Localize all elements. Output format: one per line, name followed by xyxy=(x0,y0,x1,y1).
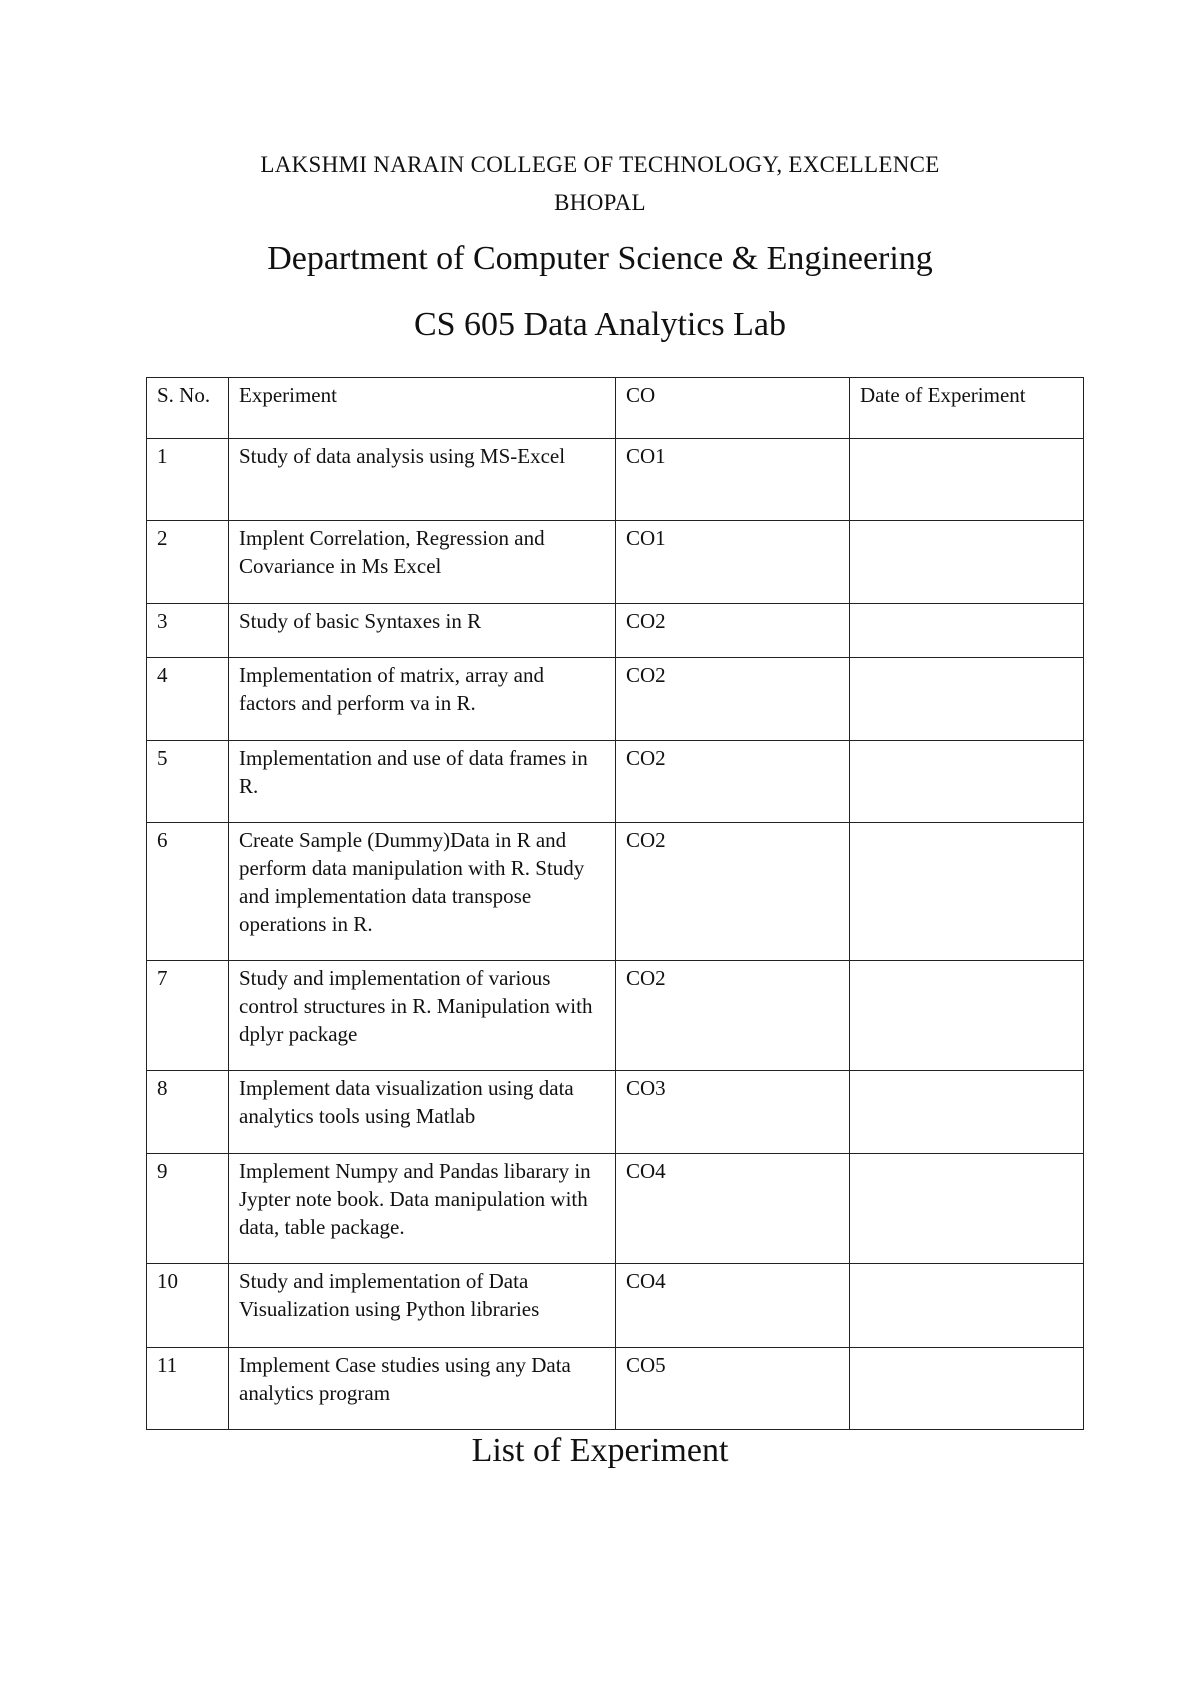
cell-sno: 7 xyxy=(147,961,229,1071)
cell-date xyxy=(850,521,1084,604)
experiments-table xyxy=(146,377,1084,1430)
cell-date xyxy=(850,439,1084,521)
cell-date xyxy=(850,658,1084,741)
column-header-sno: S. No. xyxy=(147,378,229,439)
cell-experiment: Create Sample (Dummy)Data in R and perform data manipulation with R. Study and implementation data transpose operations in R. xyxy=(229,823,616,961)
course-title: CS 605 Data Analytics Lab xyxy=(413,306,787,343)
cell-sno: 10 xyxy=(147,1264,229,1348)
table-row xyxy=(147,961,1084,1071)
cell-sno: 1 xyxy=(147,439,229,521)
cell-sno: 9 xyxy=(147,1154,229,1264)
cell-date xyxy=(850,823,1084,961)
cell-co: CO2 xyxy=(616,741,850,823)
cell-experiment: Study of data analysis using MS-Excel xyxy=(229,439,616,521)
cell-co: CO4 xyxy=(616,1264,850,1348)
cell-date xyxy=(850,1348,1084,1430)
cell-co: CO3 xyxy=(616,1071,850,1154)
cell-sno: 2 xyxy=(147,521,229,604)
table-row xyxy=(147,1264,1084,1348)
cell-co: CO2 xyxy=(616,604,850,658)
cell-date xyxy=(850,741,1084,823)
table-row xyxy=(147,521,1084,604)
cell-experiment: Implent Correlation, Regression and Covariance in Ms Excel xyxy=(229,521,616,604)
cell-experiment: Study and implementation of Data Visualization using Python libraries xyxy=(229,1264,616,1348)
cell-date xyxy=(850,604,1084,658)
cell-co: CO5 xyxy=(616,1348,850,1430)
cell-co: CO2 xyxy=(616,961,850,1071)
cell-sno: 4 xyxy=(147,658,229,741)
cell-sno: 11 xyxy=(147,1348,229,1430)
table-row xyxy=(147,604,1084,658)
cell-co: CO4 xyxy=(616,1154,850,1264)
cell-co: CO1 xyxy=(616,439,850,521)
cell-experiment: Study of basic Syntaxes in R xyxy=(229,604,616,658)
table-row xyxy=(147,439,1084,521)
college-name-line1: LAKSHMI NARAIN COLLEGE OF TECHNOLOGY, EXCELLENCE xyxy=(260,152,940,177)
column-header-date: Date of Experiment xyxy=(850,378,1084,439)
cell-experiment: Implementation and use of data frames in R. xyxy=(229,741,616,823)
cell-date xyxy=(850,1071,1084,1154)
cell-experiment: Implement Numpy and Pandas libarary in Jypter note book. Data manipulation with data, table package. xyxy=(229,1154,616,1264)
cell-experiment: Study and implementation of various control structures in R. Manipulation with dplyr package xyxy=(229,961,616,1071)
cell-date xyxy=(850,1264,1084,1348)
college-name-line2: BHOPAL xyxy=(554,190,646,215)
table-row xyxy=(147,1348,1084,1430)
cell-co: CO2 xyxy=(616,658,850,741)
cell-co: CO2 xyxy=(616,823,850,961)
table-row xyxy=(147,823,1084,961)
cell-experiment: Implementation of matrix, array and factors and perform va in R. xyxy=(229,658,616,741)
cell-experiment: Implement data visualization using data analytics tools using Matlab xyxy=(229,1071,616,1154)
cell-sno: 3 xyxy=(147,604,229,658)
table-row xyxy=(147,1154,1084,1264)
cell-date xyxy=(850,961,1084,1071)
cell-sno: 6 xyxy=(147,823,229,961)
cell-sno: 5 xyxy=(147,741,229,823)
column-header-co: CO xyxy=(616,378,850,439)
cell-co: CO1 xyxy=(616,521,850,604)
cell-experiment: Implement Case studies using any Data analytics program xyxy=(229,1348,616,1430)
cell-date xyxy=(850,1154,1084,1264)
table-row xyxy=(147,741,1084,823)
department-title: Department of Computer Science & Engineering xyxy=(267,240,933,277)
column-header-experiment: Experiment xyxy=(229,378,616,439)
table-header-row xyxy=(147,378,1084,439)
table-caption: List of Experiment xyxy=(471,1432,729,1469)
cell-sno: 8 xyxy=(147,1071,229,1154)
college-name xyxy=(0,146,1200,222)
table-row xyxy=(147,1071,1084,1154)
table-row xyxy=(147,658,1084,741)
